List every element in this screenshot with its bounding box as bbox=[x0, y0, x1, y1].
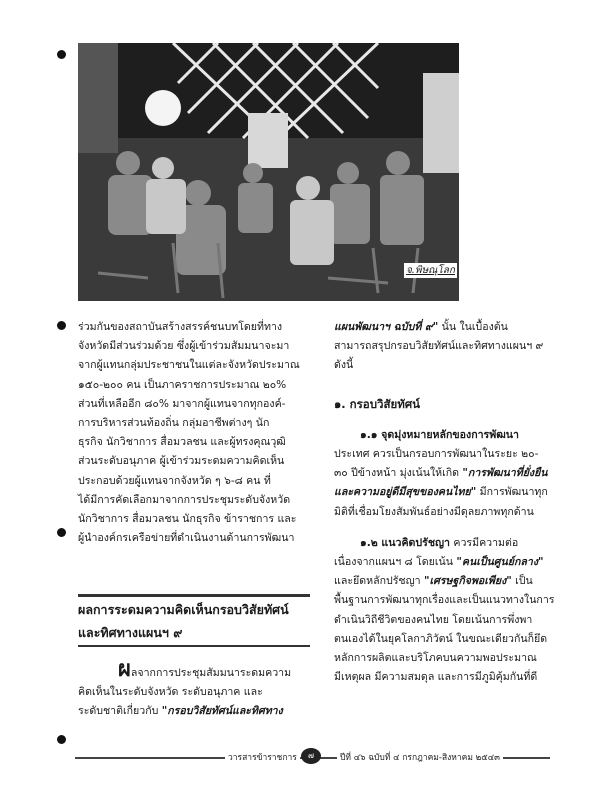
photo-credit: จ.พิษณุโลก bbox=[405, 265, 455, 276]
text-line: จากผู้แทนกลุ่มประชาชนในแต่ละจังหวัดประมาณ bbox=[78, 359, 300, 372]
text-line: ผู้นำองค์กรเครือข่ายที่ดำเนินงานด้านการพัฒนา bbox=[78, 532, 295, 545]
left-column bbox=[78, 318, 310, 548]
text-line: คิดเห็นในระดับจังหวัด ระดับอนุภาค และ bbox=[78, 686, 263, 699]
text-line: ระดับชาติเกี่ยวกับ bbox=[78, 705, 162, 718]
text-line: พื้นฐานการพัฒนาทุกเรื่องและเป็นแนวทางในการ bbox=[334, 594, 555, 607]
text-line: หลักการผลิตและบริโภคบนความพอประมาณ bbox=[334, 652, 537, 665]
right-column bbox=[334, 318, 566, 687]
headline-line: ผลการระดมความคิดเห็นกรอบวิสัยทัศน์ bbox=[78, 602, 289, 617]
text-line: ๓๐ ปีข้างหน้า มุ่งเน้นให้เกิด bbox=[334, 467, 463, 480]
headline-line: และทิศทางแผนฯ ๙ bbox=[78, 620, 310, 647]
text-line: มิติที่เชื่อมโยงสัมพันธ์อย่างมีดุลยภาพทุกด้าน bbox=[334, 505, 534, 518]
margin-bullet bbox=[57, 735, 66, 744]
text-line: ประกอบด้วยผู้แทนจากจังหวัด ๆ ๖-๘ คน ที่ bbox=[78, 474, 271, 487]
text-line: ส่วนระดับอนุภาค ผู้เข้าร่วมระดมความคิดเห็น bbox=[78, 455, 285, 468]
text-line: ได้มีการคัดเลือกมาจากการประชุมระดับจังหวัด bbox=[78, 493, 291, 506]
section-heading: ๑. กรอบวิสัยทัศน์ bbox=[334, 396, 420, 411]
text-line: เป็น bbox=[511, 575, 533, 588]
emphasis-text: และความอยู่ดีมีสุขของคนไทย" bbox=[334, 486, 477, 499]
text-line: ตนเองได้ในยุคโลกาภิวัตน์ ในขณะเดียวกันก็ยึด bbox=[334, 632, 548, 645]
left-paragraph-2 bbox=[78, 657, 310, 722]
text-line: ดังนี้ bbox=[334, 359, 354, 372]
subsection-heading: ๑.๒ แนวคิดปรัชญา bbox=[360, 536, 450, 549]
text-line: ธุรกิจ นักวิชาการ สื่อมวลชน และผู้ทรงคุณวุฒิ bbox=[78, 436, 286, 449]
margin-bullet bbox=[57, 528, 66, 537]
emphasis-text: "คนเป็นศูนย์กลาง" bbox=[456, 556, 544, 569]
margin-bullet bbox=[57, 321, 66, 330]
emphasis-text: แผนพัฒนาฯ ฉบับที่ ๙" bbox=[334, 321, 439, 333]
journal-name: วารสารข้าราชการ bbox=[225, 750, 300, 764]
issue-info: ปีที่ ๔๖ ฉบับที่ ๔ กรกฎาคม-สิงหาคม ๒๕๔๓ bbox=[337, 750, 503, 764]
text-line: ส่วนที่เหลืออีก ๘๐% มาจากผู้แทนจากทุกองค์- bbox=[78, 397, 286, 410]
page-number: ๗ bbox=[301, 748, 321, 764]
emphasis-text: "เศรษฐกิจพอเพียง" bbox=[423, 575, 512, 588]
section-headline bbox=[78, 594, 310, 647]
text-line: ควรมีความต่อ bbox=[450, 536, 519, 549]
text-line: ประเทศ ควรเป็นกรอบการพัฒนาในระยะ ๒๐- bbox=[334, 448, 539, 461]
subsection-heading: ๑.๑ จุดมุ่งหมายหลักของการพัฒนา bbox=[360, 428, 519, 441]
text-line: นักวิชาการ สื่อมวลชน นักธุรกิจ ข้าราชการ และ bbox=[78, 513, 297, 526]
text-line: มีเหตุผล มีความสมดุล และการมีภูมิคุ้มกันที่ดี bbox=[334, 671, 538, 684]
text-line: ร่วมกันของสถาบันสร้างสรรค์ชนบทโดยที่ทาง bbox=[78, 321, 283, 333]
text-line: ดำเนินวิถีชีวิตของคนไทย โดยเน้นการพึ่งพา bbox=[334, 613, 533, 626]
text-line: นั้น ในเบื้องต้น bbox=[438, 321, 508, 333]
drop-cap: ผ bbox=[118, 657, 131, 682]
page-footer bbox=[75, 748, 550, 764]
margin-bullet bbox=[57, 50, 66, 59]
text-line: จังหวัดมีส่วนร่วมด้วย ซึ่งผู้เข้าร่วมสัมมนาจะมา bbox=[78, 340, 290, 353]
text-line: สามารถสรุปกรอบวิสัยทัศน์และทิศทางแผนฯ ๙ bbox=[334, 340, 544, 353]
text-line: และยึดหลักปรัชญา bbox=[334, 575, 424, 588]
text-line: ๑๕๐-๒๐๐ คน เป็นภาคราชการประมาณ ๒๐% bbox=[78, 378, 287, 391]
text-line: การบริหารส่วนท้องถิ่น กลุ่มอาชีพต่างๆ นัก bbox=[78, 417, 270, 430]
emphasis-text: "การพัฒนาที่ยั่งยืน bbox=[462, 467, 548, 480]
emphasis-text: "กรอบวิสัยทัศน์และทิศทาง bbox=[161, 705, 283, 718]
text-line: มีการพัฒนาทุก bbox=[476, 486, 548, 499]
meeting-photo bbox=[78, 43, 459, 301]
text-line: ลจากการประชุมสัมมนาระดมความ bbox=[130, 667, 292, 679]
text-line: เนื่องจากแผนฯ ๘ โดยเน้น bbox=[334, 556, 457, 569]
